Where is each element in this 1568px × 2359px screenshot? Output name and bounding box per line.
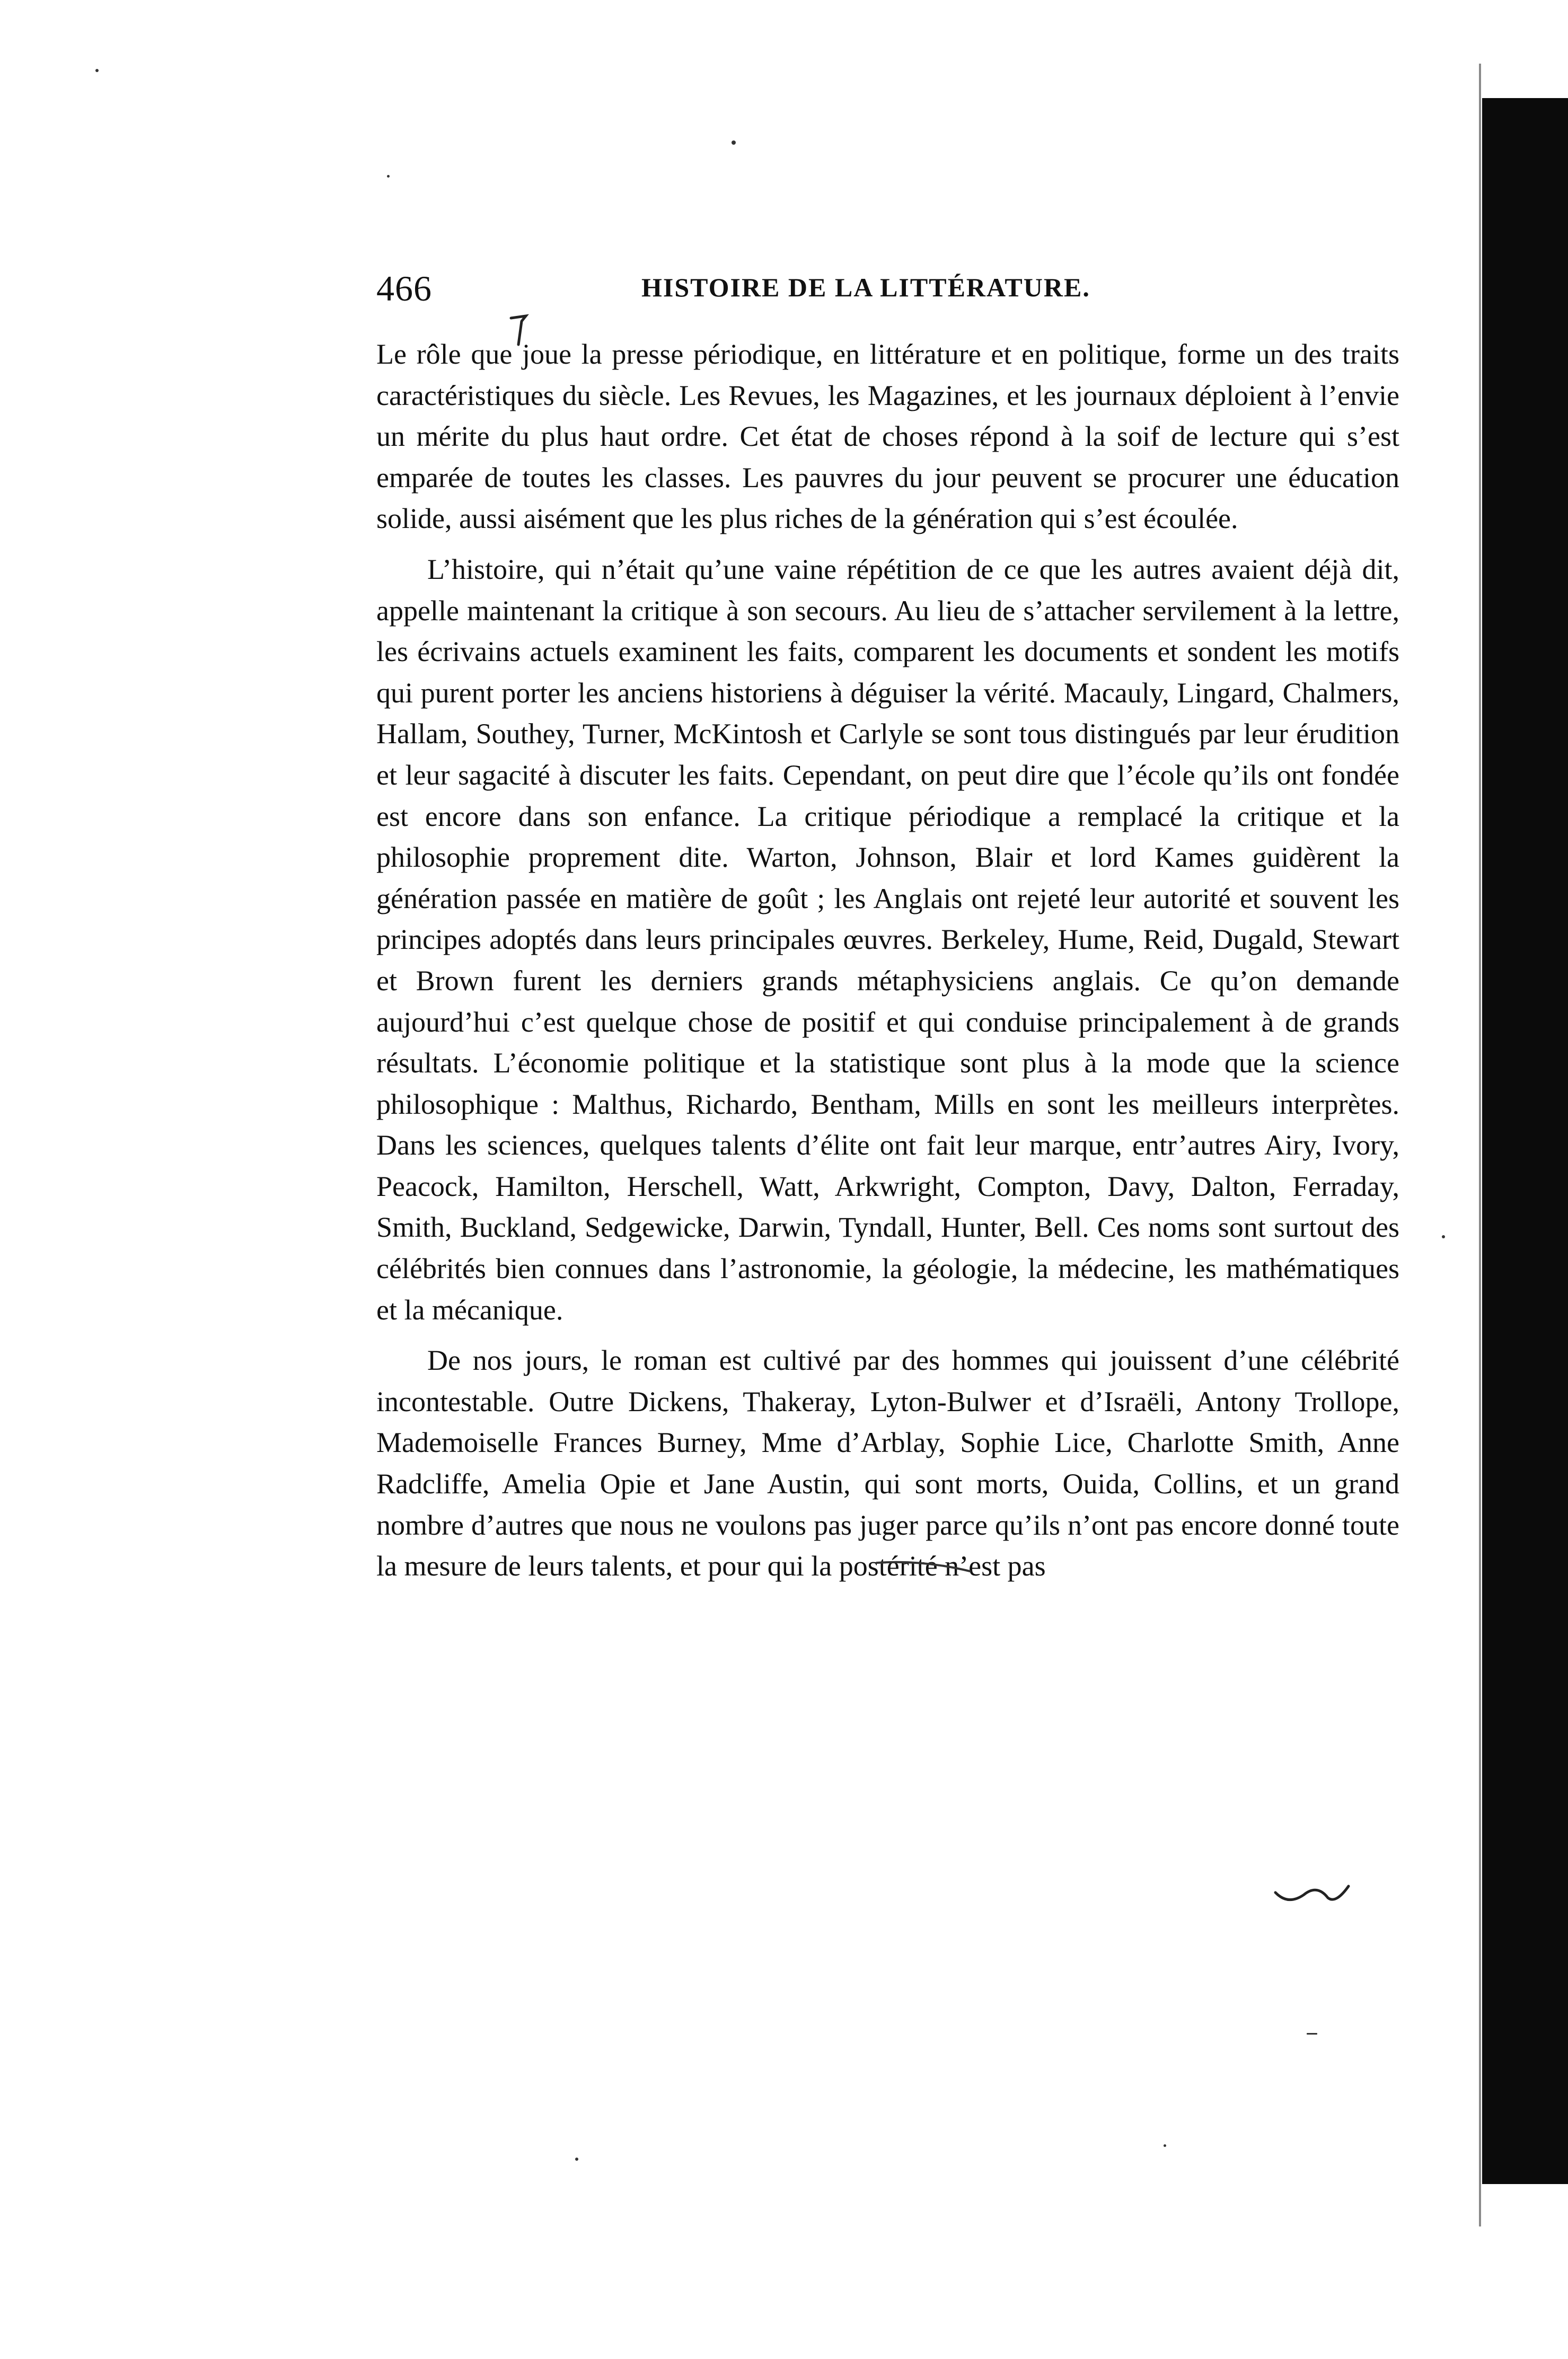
scan-speck [387, 175, 390, 178]
page-gutter-shadow [1479, 64, 1481, 2226]
scan-speck [1442, 1235, 1445, 1238]
scan-speck [1164, 2144, 1166, 2147]
scan-edge-bar [1482, 98, 1568, 2184]
scan-speck [1307, 2033, 1317, 2035]
paragraph-novel: De nos jours, le roman est cultivé par des hommes qui jouissent d’une célébrité incontestable. Outre Dickens, Thakeray, Lyton-Bulwer et d’Israëli, Antony Trollope, Mademoiselle Frances Burney, Mme d’Arblay, Sophie Lice, Charlotte Smith, Anne Radcliffe, Amelia Opie et Jane Austin, qui sont morts, Ouida, Collins, et un grand nombre d’autres que nous ne voulons pas juger parce qu’ils n’ont pas encore donné toute la mesure de leurs talents, et pour qui la postérité n’est pas [376, 1344, 1399, 1582]
running-head [376, 268, 1150, 315]
scribble-mark-icon [1272, 1877, 1352, 1908]
running-head-title: HISTOIRE DE LA LITTÉRATURE. [641, 272, 1090, 302]
paragraph-press: Le rôle que joue la presse périodique, en littérature et en politique, forme un des traits caractéristiques du siècle. Les Revues, les Magazines, et les journaux déploient à l’envie un mérite du plus haut ordre. Cet état de choses répond à la soif de lecture qui s’est emparée de toutes les classes. Les pauvres du jour peuvent se procurer une éducation solide, aussi aisément que les plus riches de la génération qui s’est écoulée. [376, 338, 1399, 535]
underline-mark-icon [875, 1559, 975, 1574]
paragraph-history: L’histoire, qui n’était qu’une vaine répétition de ce que les autres avaient déjà dit, appelle maintenant la critique à son secours. Au lieu de s’attacher servilement à la lettre, les écrivains actuels examinent les faits, comparent les documents et sondent les motifs qui purent porter les anciens historiens à déguiser la vérité. Macauly, Lingard, Chalmers, Hallam, Southey, Turner, McKintosh et Carlyle se sont tous distingués par leur érudition et leur sagacité à discuter les faits. Cependant, on peut dire que l’école qu’ils ont fondée est encore dans son enfance. La critique périodique a remplacé la critique et la philosophie proprement dite. Warton, Johnson, Blair et lord Kames guidèrent la génération passée en matière de goût ; les Anglais ont rejeté leur autorité et souvent les principes adoptés dans leurs principales œuvres. Berkeley, Hume, Reid, Dugald, Stewart et Brown furent les derniers grands métaphysiciens anglais. Ce qu’on demande aujourd’hui c’est quelque chose de positif et qui conduise principalement à de grands résultats. L’économie politique et la statistique sont plus à la mode que la science philosophique : Malthus, Richardo, Bentham, Mills en sont les meilleurs interprètes. Dans les sciences, quelques talents d’élite ont fait leur marque, entr’autres Airy, Ivory, Peacock, Hamilton, Herschell, Watt, Arkwright, Compton, Davy, Dalton, Ferraday, Smith, Buckland, Sedgewicke, Darwin, Tyndall, Hunter, Bell. Ces noms sont surtout des célébrités bien connues dans l’astronomie, la géologie, la médecine, les mathématiques et la mécanique. [376, 553, 1399, 1326]
page-number: 466 [376, 268, 432, 309]
scan-speck [95, 69, 99, 72]
body-text [376, 334, 1399, 1587]
scan-speck [732, 140, 736, 145]
scan-speck [575, 2158, 578, 2161]
